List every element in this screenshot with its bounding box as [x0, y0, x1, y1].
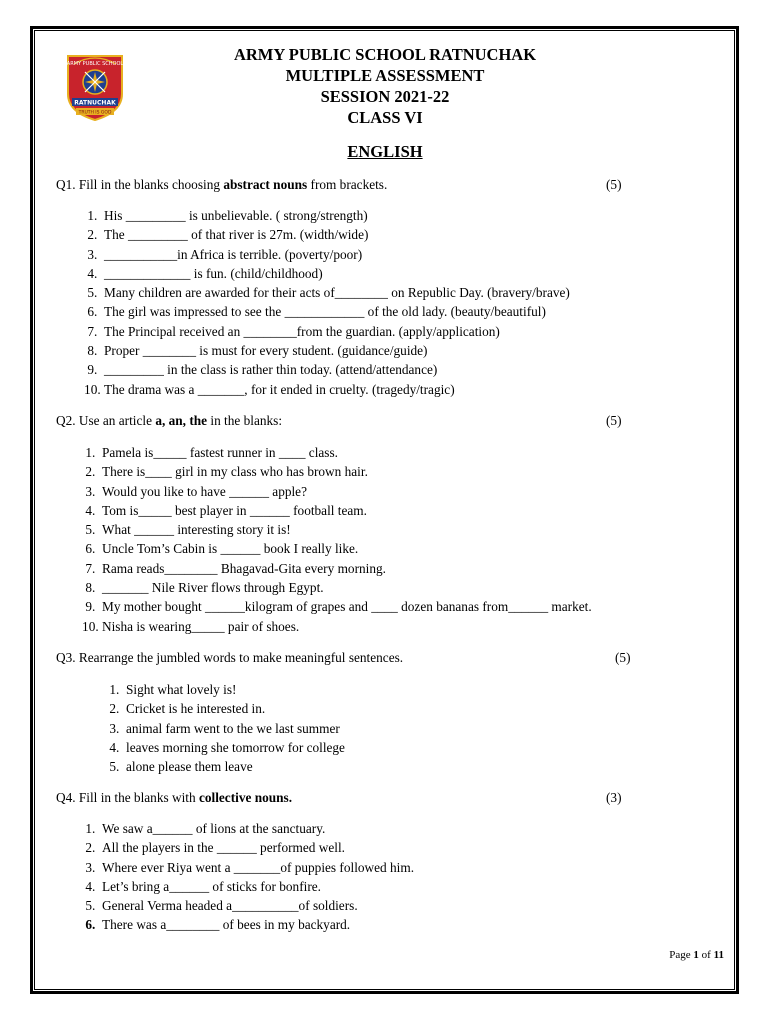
list-item: 2. Cricket is he interested in. — [109, 701, 266, 717]
list-item: 2. There is____ girl in my class who has brown hair. — [85, 464, 368, 480]
list-item: 7. Rama reads________ Bhagavad-Gita every morning. — [85, 560, 386, 576]
list-item: 2. All the players in the ______ performed well. — [85, 840, 345, 856]
list-item: 2. The _________ of that river is 27m. (width/wide) — [87, 227, 369, 243]
q2-heading — [56, 413, 282, 429]
list-item: 8. Proper ________ is must for every student. (guidance/guide) — [87, 343, 428, 359]
q4-list — [76, 819, 414, 935]
q2-suffix: in the blanks: — [207, 413, 283, 428]
list-item: 5. Many children are awarded for their acts of________ on Republic Day. (bravery/brave) — [87, 285, 570, 301]
list-item: 3. Would you like to have ______ apple? — [85, 483, 307, 499]
list-item: 1. Sight what lovely is! — [109, 682, 237, 697]
q4-marks: (3) — [606, 790, 622, 805]
q3-heading: Q3. Rearrange the jumbled words to make meaningful sentences. — [56, 650, 404, 665]
assessment-title: MULTIPLE ASSESSMENT — [285, 66, 485, 85]
q1-list — [76, 206, 570, 399]
list-item: 9. My mother bought ______kilogram of grapes and ____ dozen bananas from______ market. — [85, 599, 592, 615]
class-label: CLASS VI — [347, 108, 423, 127]
list-item: 5. What ______ interesting story it is! — [85, 522, 291, 538]
list-item: 4. leaves morning she tomorrow for college — [109, 739, 345, 755]
q2-bold: a, an, the — [155, 413, 208, 428]
list-item: 5. alone please them leave — [109, 759, 253, 775]
list-item: 4. _____________ is fun. (child/childhood) — [87, 265, 323, 281]
q3-list — [100, 680, 345, 776]
list-item: 8. _______ Nile River flows through Egypt. — [85, 580, 324, 596]
school-name: ARMY PUBLIC SCHOOL RATNUCHAK — [233, 45, 537, 64]
logo-motto: TRUTH IS GOD — [78, 110, 112, 116]
q3-marks: (5) — [615, 650, 631, 665]
list-item: 5. General Verma headed a__________of soldiers. — [85, 898, 358, 914]
q2-list — [76, 443, 592, 636]
q1-marks: (5) — [606, 177, 622, 192]
q1-prefix: Q1. Fill in the blanks choosing — [56, 177, 224, 192]
q2-prefix: Q2. Use an article — [56, 413, 156, 428]
q1-bold: abstract nouns — [223, 177, 308, 192]
q4-prefix: Q4. Fill in the blanks with — [56, 790, 199, 805]
list-item: 10. The drama was a _______, for it ended in cruelty. (tragedy/tragic) — [84, 381, 455, 397]
page-number: Page 1 of 11 — [669, 949, 724, 961]
list-item: 6. There was a________ of bees in my backyard. — [85, 917, 351, 933]
q1-suffix: from brackets. — [307, 177, 388, 192]
list-item: 3. animal farm went to the we last summer — [109, 720, 340, 736]
list-item: 3. ___________in Africa is terrible. (poverty/poor) — [87, 246, 363, 262]
logo-name: RATNUCHAK — [74, 99, 116, 107]
list-item: 9. _________ in the class is rather thin today. (attend/attendance) — [87, 362, 438, 378]
list-item: 7. The Principal received an ________from the guardian. (apply/application) — [87, 323, 500, 339]
list-item: 1. Pamela is_____ fastest runner in ____ class. — [85, 445, 338, 460]
list-item: 6. The girl was impressed to see the ____________ of the old lady. (beauty/beautiful) — [87, 304, 546, 320]
q4-bold: collective nouns. — [198, 790, 293, 805]
logo-top-text: ARMY PUBLIC SCHOOL — [66, 61, 124, 67]
q1-heading — [56, 177, 387, 193]
q2-marks: (5) — [606, 413, 622, 428]
list-item: 4. Let’s bring a______ of sticks for bonfire. — [85, 878, 321, 894]
list-item: 6. Uncle Tom’s Cabin is ______ book I really like. — [85, 541, 359, 557]
list-item: 1. We saw a______ of lions at the sanctuary. — [85, 821, 326, 836]
list-item: 4. Tom is_____ best player in ______ football team. — [85, 502, 367, 518]
list-item: 10. Nisha is wearing_____ pair of shoes. — [82, 618, 300, 634]
list-item: 3. Where ever Riya went a _______of puppies followed him. — [85, 859, 415, 875]
q4-heading — [56, 790, 292, 806]
session-label: SESSION 2021-22 — [320, 87, 450, 106]
document-header — [0, 44, 770, 128]
subject-title: ENGLISH — [347, 142, 423, 161]
list-item: 1. His _________ is unbelievable. ( strong/strength) — [87, 208, 368, 223]
